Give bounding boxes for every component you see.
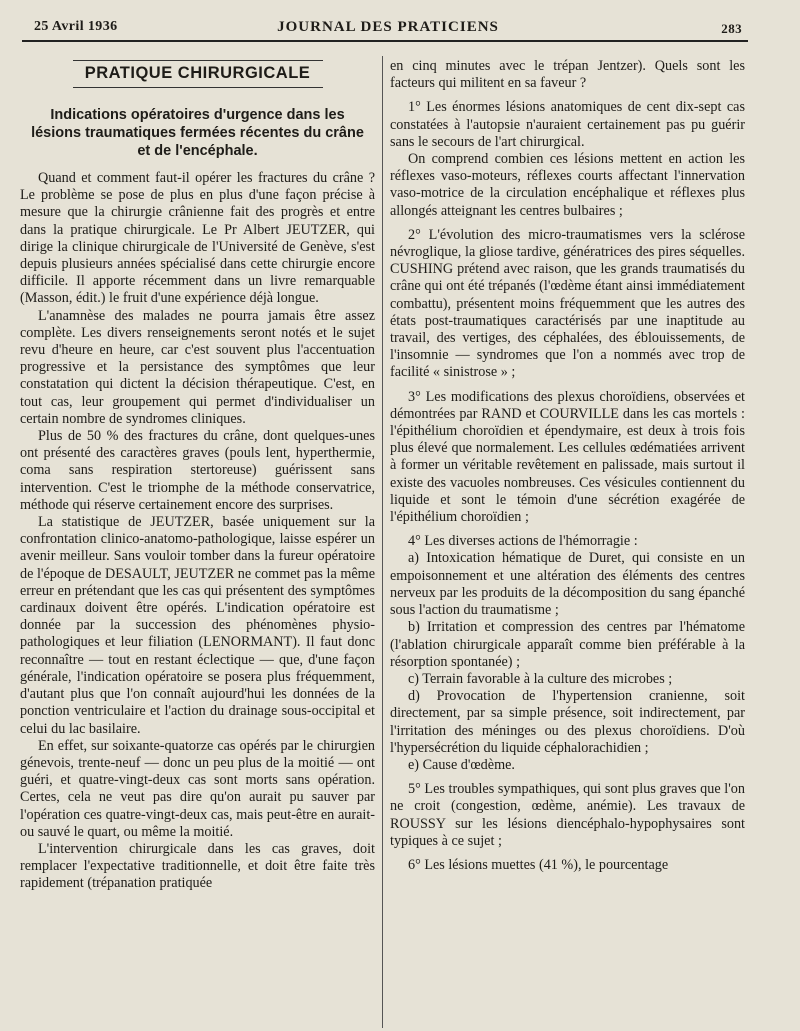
journal-name: JOURNAL DES PRATICIENS <box>277 19 499 35</box>
running-head <box>34 15 742 37</box>
paragraph: En effet, sur soixante-quatorze cas opérés par le chirurgien génevois, trente-neuf — donc un peu plus de la moitié — ont guéri, et quatre-vingt-deux cas sont morts sans opération. Certes, cela ne veut pas dire qu'on aurait pu sauver par l'opération ces quatre-vingt-deux cas, mais peut-être en aurait-ou sauvé le quart, ou même la moitié. <box>20 737 375 840</box>
issue-date: 25 Avril 1936 <box>34 19 118 34</box>
article-title: Indications opératoires d'urgence dans les lésions traumatiques fermées récentes du crâne et de l'encéphale. <box>31 107 364 159</box>
paragraph: L'anamnèse des malades ne pourra jamais être assez complète. Les divers renseignements seront notés et le sujet revu d'heure en heure, car c'est souvent plus l'accentuation progressive et la persistance des symptômes que leur constatation qui dictent la décision thérapeutique. C'est, en tout cas, leur groupement qui permet d'individualiser un certain nombre de syndromes cliniques. <box>20 307 375 427</box>
numbered-point: 6° Les lésions muettes (41 %), le pourcentage <box>408 856 669 873</box>
sub-point: c) Terrain favorable à la culture des microbes ; <box>408 670 673 687</box>
paragraph: Quand et comment faut-il opérer les fractures du crâne ? Le problème se pose de plus en plus d'une façon précise à mesure que la chirurgie crânienne fait des progrès et entre dans la pratique chirurgicale. Le Pr Albert JEUTZER, qui dirige la clinique chirurgicale de l'Université de Genève, s'est depuis plusieurs années spécialisé dans cette chirurgie encore difficile. Il apporte récemment dans un livre remarquable (Masson, édit.) le fruit d'une expérience déjà longue. <box>20 170 375 307</box>
paragraph-continuation: en cinq minutes avec le trépan Jentzer). Quels sont les facteurs qui militent en sa faveur ? <box>390 58 745 92</box>
sub-point: e) Cause d'œdème. <box>408 756 515 773</box>
left-column <box>20 58 375 893</box>
header-rule <box>22 40 748 42</box>
paragraph: La statistique de JEUTZER, basée uniquement sur la confrontation clinico-anatomo-pathologique, laisse espérer un avenir meilleur. Sans vouloir tomber dans la fureur opératoire de l'époque de DESAULT, JEUTZER ne commet pas la même erreur en prétendant que les cas qui présentent des symptômes cardinaux doivent être opérés. L'indication opératoire est donnée par la succession des phénomènes physio-pathologiques et leur filiation (LENORMANT). Il faut donc reconnaître — tout en restant éclectique — que, d'une façon générale, l'indication opératoire se posera plus fréquemment, d'autant plus que l'on connaît aujourd'hui les données de la ponction ventriculaire et l'action du drainage sous-occipital et celui du lac basilaire. <box>20 514 375 737</box>
sub-point: b) Irritation et compression des centres par l'hématome (l'ablation chirurgicale apparaît comme bien préférable à la résorption spontanée) ; <box>390 619 745 670</box>
numbered-point: 5° Les troubles sympathiques, qui sont plus graves que l'on ne croit (congestion, œdème, anémie). Les travaux de ROUSSY sur les lésions diencéphalo-hypophysaires sont typiques à ce sujet ; <box>390 781 745 849</box>
paragraph: L'intervention chirurgicale dans les cas graves, doit remplacer l'expectative traditionnelle, et doit être faite très rapidement (trépanation pratiquée <box>20 840 375 892</box>
numbered-point: 2° L'évolution des micro-traumatismes vers la sclérose névroglique, la gliose tardive, génératrices des pires séquelles. CUSHING prétend avec raison, que les grands traumatisés du crâne qui ont été trépanés (l'œdème étant ainsi immédiatement combattu), présentent moins fréquemment que les autres des états post-traumatiques caractérisés par une inaptitude au travail, des vertiges, des céphalées, des éblouissements, de l'insomnie — syndromes que l'on a nommés avec trop de facilité « sinistrose » ; <box>390 226 745 381</box>
sub-point: d) Provocation de l'hypertension cranienne, soit directement, par sa simple présence, soit indirectement, par l'irritation des méninges ou des plexus choroïdiens. D'où l'hypersécrétion du liquide céphalorachidien ; <box>390 688 745 756</box>
sub-point: a) Intoxication hématique de Duret, qui consiste en un empoisonnement et une altération des éléments des centres nerveux par les produits de la décomposition du sang épanché sous l'action du traumatisme ; <box>390 550 745 619</box>
numbered-point: 1° Les énormes lésions anatomiques de cent dix-sept cas constatées à l'autopsie n'auraient certainement pas pu guérir sans le secours de l'art chirurgical. <box>390 99 745 150</box>
section-title: PRATIQUE CHIRURGICALE <box>73 60 323 88</box>
page-number: 283 <box>721 21 742 36</box>
numbered-point: 4° Les diverses actions de l'hémorragie : <box>408 533 638 550</box>
paragraph: Plus de 50 % des fractures du crâne, dont quelques-unes ont présenté des caractères graves (pouls lent, hyperthermie, coma sans respiration stertoreuse) guérissent sans intervention. C'est le triomphe de la méthode conservatrice, méthode qui réserve certainement encore des surprises. <box>20 428 375 513</box>
paragraph: On comprend combien ces lésions mettent en action les réflexes vaso-moteurs, réflexes courts affectant l'innervation vaso-motrice de la circulation encéphalique et réflexes plus allongés atteignant les centres bulbaires ; <box>390 151 745 219</box>
column-divider <box>382 56 383 1028</box>
right-column <box>390 58 745 874</box>
numbered-point: 3° Les modifications des plexus choroïdiens, observées et démontrées par RAND et COURVILLE dans les cas mortels : l'épithélium choroïdien et épendymaire, est deux à trois fois plus élevé que normalement. Les cellules œdématiées arrivent à former un véritable revêtement en palissade, mais surtout il existe des vacuoles nombreuses. Ces vésicules contiennent du liquide et sont le témoin d'une sécrétion exagérée de l'épithélium choroïdien ; <box>390 388 745 526</box>
